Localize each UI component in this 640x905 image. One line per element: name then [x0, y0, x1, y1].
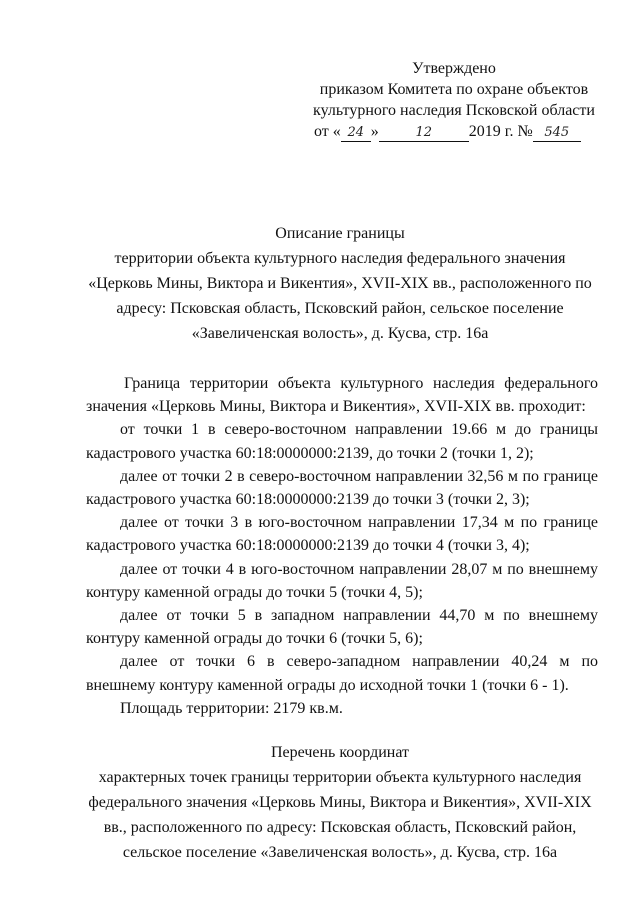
heading-line: территории объекта культурного наследия федерального значения — [114, 250, 566, 267]
paragraph-segment-3-4: далее от точки 3 в юго-восточном направлении 17,34 м по границе кадастрового участка 60:18:0000000:2139 до точки 4 (точки 3, 4); — [86, 514, 598, 555]
paragraph-segment-6-1: далее от точки 6 в северо-западном направлении 40,24 м по внешнему контуру каменной ограды до исходной точки 1 (точки 6 - 1). — [86, 653, 598, 694]
paragraph-area: Площадь территории: 2179 кв.м. — [120, 699, 343, 717]
handwritten-month: 12 — [379, 125, 469, 142]
heading-line: сельское поселение «Завеличенская волость», д. Кусва, стр. 16а — [122, 844, 558, 861]
heading-title: Описание границы — [275, 225, 405, 242]
paragraph-segment-1-2: от точки 1 в северо-восточном направлении 19.66 м до границы кадастрового участка 60:18:0000000:2139, до точки 2 (точки 1, 2); — [86, 421, 598, 462]
heading-line: характерных точек границы территории объекта культурного наследия — [98, 769, 582, 786]
date-prefix: от « — [314, 123, 341, 140]
approval-authority-line: приказом Комитета по охране объектов — [319, 81, 589, 98]
paragraph-intro: Граница территории объекта культурного наследия федерального значения «Церковь Мины, Виктора и Викентия», XVII-XIX вв. проходит: — [86, 375, 598, 416]
paragraph-segment-2-3: далее от точки 2 в северо-восточном направлении 32,56 м по границе кадастрового участка 60:18:0000000:2139 до точки 3 (точки 2, 3); — [86, 467, 598, 509]
heading-line: «Завеличенская волость», д. Кусва, стр. 16а — [191, 325, 489, 342]
approval-date-line — [304, 121, 604, 142]
heading-line: адресу: Псковская область, Псковский район, сельское поселение — [116, 300, 564, 317]
coordinates-heading — [60, 740, 620, 865]
heading-line: «Церковь Мины, Виктора и Викентия», XVII-XIX вв., расположенного по — [88, 275, 592, 292]
heading-line: вв., расположенного по адресу: Псковская область, Псковский район, — [103, 819, 577, 836]
heading-line: федерального значения «Церковь Мины, Виктора и Викентия», XVII-XIX — [88, 794, 592, 811]
handwritten-day: 24 — [341, 125, 371, 142]
date-mid: » — [370, 123, 379, 140]
handwritten-order-number: 545 — [533, 125, 581, 142]
approval-authority-line: культурного наследия Псковской области — [313, 102, 595, 119]
paragraph-segment-5-6: далее от точки 5 в западном направлении 44,70 м по внешнему контуру каменной ограды до точки 6 (точки 5, 6); — [86, 607, 598, 648]
year-text: 2019 г. № — [468, 123, 533, 140]
heading-title: Перечень координат — [270, 744, 410, 761]
boundary-description — [86, 372, 598, 720]
approval-title: Утверждено — [412, 60, 496, 77]
approval-stamp — [304, 58, 604, 142]
paragraph-segment-4-5: далее от точки 4 в юго-восточном направлении 28,07 м по внешнему контуру каменной ограды до точки 5 (точки 4, 5); — [86, 560, 598, 601]
description-heading — [60, 221, 620, 346]
